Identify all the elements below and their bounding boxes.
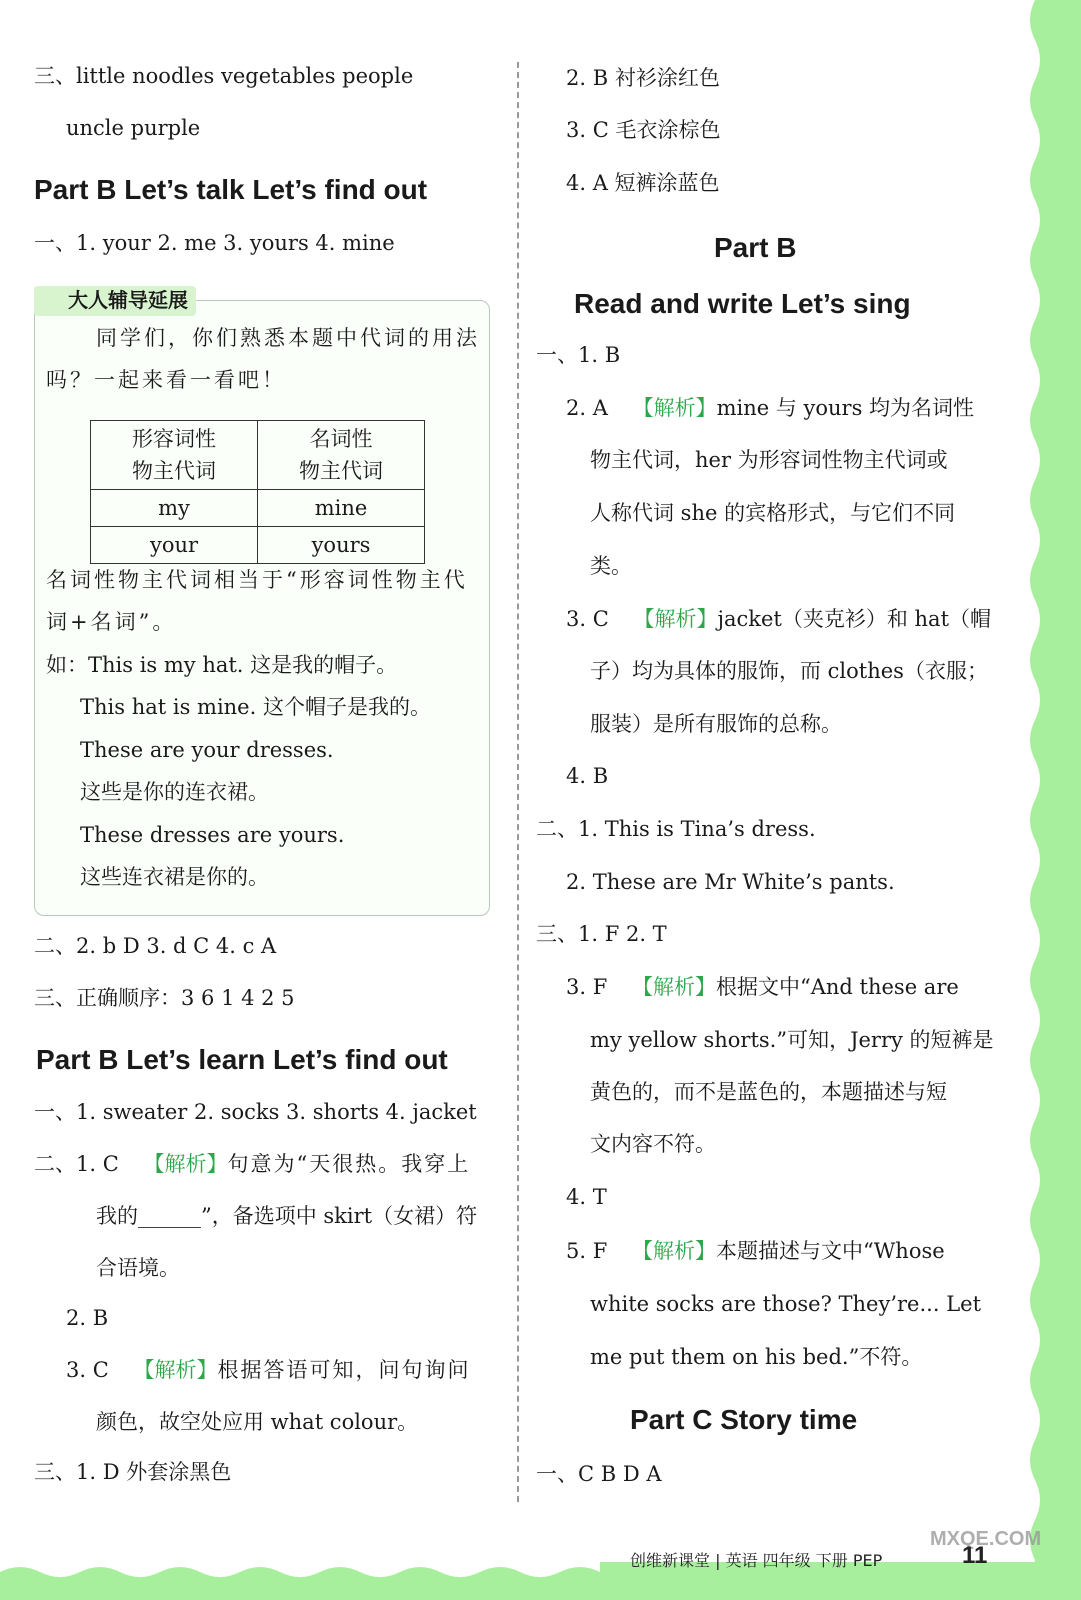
- box-example: These dresses are yours.: [80, 823, 345, 847]
- analysis-text: jacket（夹克衫）和 hat（帽: [717, 607, 992, 631]
- table-cell: yours: [258, 527, 425, 564]
- section-heading: Part B Let’s learn Let’s find out: [36, 1044, 448, 1075]
- answer-line: 2. B 衬衫涂红色: [566, 66, 720, 90]
- analysis-text: 服装）是所有服饰的总称。: [590, 712, 842, 736]
- answer-line: [566, 605, 991, 633]
- page-number: 11: [962, 1542, 988, 1569]
- answer-line: [566, 1237, 945, 1265]
- answer-line: 一、1. B: [536, 343, 621, 367]
- section-heading: Part B: [714, 232, 797, 263]
- bottom-decor-band: [0, 1562, 1081, 1600]
- answer-line: [34, 1150, 470, 1178]
- cell-text: 物主代词: [132, 459, 216, 483]
- box-example: 这些连衣裙是你的。: [80, 865, 269, 889]
- box-text: 吗？一起来看一看吧！: [46, 368, 286, 392]
- analysis-tag: 【解析】: [143, 1152, 228, 1176]
- analysis-text: me put them on his bed.”不符。: [590, 1345, 923, 1369]
- box-title: 大人辅导延展: [34, 286, 196, 316]
- pronoun-table: [90, 420, 425, 564]
- analysis-tag: 【解析】: [631, 975, 716, 999]
- analysis-tag: 【解析】: [631, 1239, 716, 1263]
- analysis-tag: 【解析】: [632, 396, 717, 420]
- answer-line: 4. B: [566, 764, 609, 788]
- analysis-text: 文内容不符。: [590, 1132, 716, 1156]
- analysis-text: 句意为“天很热。我穿上: [227, 1152, 471, 1176]
- analysis-text: 本题描述与文中“Whose: [715, 1239, 945, 1263]
- analysis-text: 根据答语可知，问句询问: [217, 1358, 471, 1382]
- answer-line: 2. These are Mr White’s pants.: [566, 870, 895, 894]
- analysis-text: 物主代词，her 为形容词性物主代词或: [590, 448, 948, 472]
- answer-line: 4. A 短裤涂蓝色: [566, 171, 720, 195]
- answer-number: 二、1. C: [34, 1152, 119, 1176]
- answer-line: 一、1. your 2. me 3. yours 4. mine: [34, 231, 395, 255]
- table-header-cell: [258, 421, 425, 490]
- footer-info: 创维新课堂 | 英语 四年级 下册 PEP: [630, 1551, 883, 1570]
- box-example: 如：This is my hat. 这是我的帽子。: [46, 653, 398, 677]
- answer-line: 一、1. sweater 2. socks 3. shorts 4. jacket: [34, 1100, 477, 1124]
- answer-line: [566, 394, 974, 422]
- box-example: This hat is mine. 这个帽子是我的。: [80, 695, 431, 719]
- answer-line: [566, 973, 959, 1001]
- box-text: 名词性物主代词相当于“形容词性物主代: [46, 568, 468, 592]
- table-header-cell: [91, 421, 258, 490]
- cell-text: 形容词性: [132, 427, 216, 451]
- left-line: 三、little noodles vegetables people: [34, 64, 414, 88]
- table-cell: mine: [258, 490, 425, 527]
- analysis-text: my yellow shorts.”可知，Jerry 的短裤是: [590, 1028, 994, 1052]
- answer-number: 3. C: [66, 1358, 109, 1382]
- box-example: 这些是你的连衣裙。: [80, 780, 269, 804]
- table-cell: my: [91, 490, 258, 527]
- answer-line: 4. T: [566, 1185, 607, 1209]
- analysis-text: 子）均为具体的服饰，而 clothes（衣服；: [590, 659, 988, 683]
- analysis-text: mine 与 yours 均为名词性: [716, 396, 975, 420]
- answer-number: 2. A: [566, 396, 608, 420]
- box-example: These are your dresses.: [80, 738, 334, 762]
- right-decor-band: [1025, 0, 1081, 1600]
- answer-line: [66, 1356, 470, 1384]
- answer-line: 3. C 毛衣涂棕色: [566, 118, 721, 142]
- analysis-text: 根据文中“And these are: [715, 975, 959, 999]
- section-heading: Part C Story time: [630, 1404, 858, 1435]
- analysis-tag: 【解析】: [133, 1358, 218, 1382]
- section-heading: Read and write Let’s sing: [574, 288, 911, 319]
- section-heading: Part B Let’s talk Let’s find out: [34, 174, 428, 205]
- watermark: MXQE.COM: [930, 1528, 1042, 1550]
- analysis-tag: 【解析】: [633, 607, 718, 631]
- cell-text: 物主代词: [299, 459, 383, 483]
- box-text: 词+名词”。: [46, 610, 177, 634]
- answer-line: 2. B: [66, 1306, 109, 1330]
- analysis-text: 黄色的，而不是蓝色的，本题描述与短: [590, 1080, 947, 1104]
- analysis-text: white socks are those? They’re... Let: [590, 1292, 982, 1316]
- answer-line: 一、C B D A: [536, 1462, 662, 1486]
- answer-number: 3. C: [566, 607, 609, 631]
- box-text: 同学们，你们熟悉本题中代词的用法: [96, 326, 480, 350]
- answer-number: 3. F: [566, 975, 608, 999]
- analysis-text: 合语境。: [96, 1256, 180, 1280]
- left-line: uncle purple: [66, 116, 201, 140]
- answer-line: 二、1. This is Tina’s dress.: [536, 817, 816, 841]
- column-divider: [517, 62, 519, 1502]
- analysis-text: 颜色，故空处应用 what colour。: [96, 1410, 419, 1434]
- analysis-text: 类。: [590, 554, 632, 578]
- answer-line: 三、正确顺序：3 6 1 4 2 5: [34, 986, 295, 1010]
- answer-line: 三、1. F 2. T: [536, 922, 667, 946]
- analysis-text: 我的______”，备选项中 skirt（女裙）符: [96, 1204, 478, 1228]
- cell-text: 名词性: [309, 427, 373, 451]
- answer-line: 二、2. b D 3. d C 4. c A: [34, 934, 277, 958]
- table-cell: your: [91, 527, 258, 564]
- answer-number: 5. F: [566, 1239, 608, 1263]
- answer-line: 三、1. D 外套涂黑色: [34, 1460, 232, 1484]
- analysis-text: 人称代词 she 的宾格形式，与它们不同: [590, 501, 956, 525]
